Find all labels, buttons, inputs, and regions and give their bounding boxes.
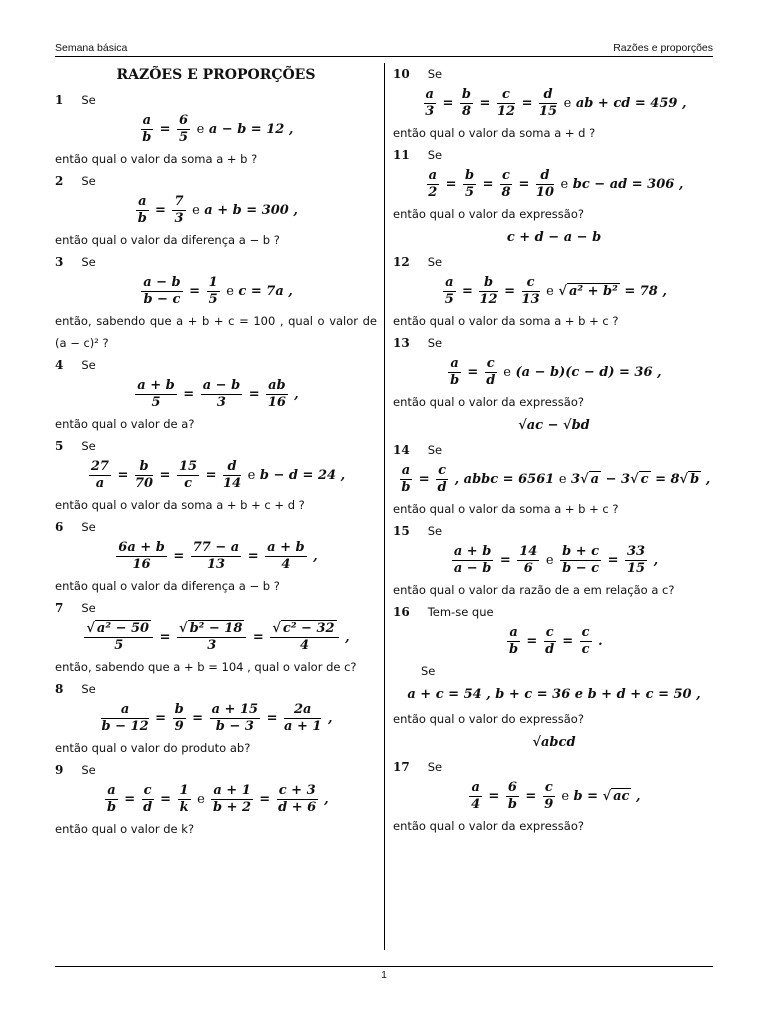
question-text: então qual o valor do produto ab? <box>55 741 251 755</box>
formula: $\frac{\text{√ a² − 50}}{5}$ = $\frac{\text{√ b² − 18}}{3}$ = $\frac{\text{√ c² − 32}}{4}$ , <box>86 621 350 653</box>
formula: $\frac{a - b}{b - c}$ = $\frac{1}{5}$ e c = 7a , <box>143 275 293 307</box>
formula: $\frac{a}{b}$ = $\frac{c}{d}$ e (a − b)(c − d) = 36 , <box>450 356 662 388</box>
question-1 <box>55 89 377 170</box>
formula: $\frac{a}{b}$ = $\frac{7}{3}$ e a + b = 300 , <box>137 194 298 226</box>
question-12 <box>393 251 715 332</box>
question-number: 17 <box>393 760 410 774</box>
question-text: então, sabendo que a + b + c = 100 , qual o valor de (a − c)² ? <box>55 314 377 350</box>
formula: $\frac{a + b}{a - b}$ = $\frac{14}{6}$ e $\frac{b + c}{b - c}$ = $\frac{33}{15}$ , <box>453 544 659 576</box>
question-14 <box>393 439 715 520</box>
question-text: então qual o valor da soma a + b + c ? <box>393 314 619 328</box>
question-number: 15 <box>393 524 410 538</box>
se-label: Se <box>81 174 96 188</box>
question-2 <box>55 170 377 251</box>
question-8 <box>55 678 377 759</box>
left-column <box>55 63 377 840</box>
question-number: 2 <box>55 174 64 188</box>
se-label: Se <box>81 682 96 696</box>
question-number: 3 <box>55 255 64 269</box>
se-label: Se <box>81 358 96 372</box>
question-number: 12 <box>393 255 410 269</box>
question-number: 6 <box>55 520 64 534</box>
se-label: Se <box>427 524 443 538</box>
question-6 <box>55 516 377 597</box>
question-number: 13 <box>393 336 410 350</box>
question-number: 9 <box>55 763 64 777</box>
se-label: Se <box>427 336 443 350</box>
question-number: 10 <box>393 67 410 81</box>
question-text: então qual o valor da soma a + b + c ? <box>393 502 619 516</box>
question-text: então qual o valor da expressão? <box>393 819 584 833</box>
se-label: Se <box>427 443 443 457</box>
question-number: 1 <box>55 93 64 107</box>
tem-se-que-label: Tem-se que <box>427 605 494 619</box>
question-17 <box>393 756 715 837</box>
se-label: Se <box>81 601 96 615</box>
question-number: 4 <box>55 358 64 372</box>
question-text: então qual o valor da expressão? <box>393 395 584 409</box>
question-16 <box>393 601 715 754</box>
header-right: Razões e proporções <box>613 42 713 54</box>
question-5 <box>55 435 377 516</box>
question-text: então qual o valor da diferença a − b ? <box>55 233 280 247</box>
formula: $\frac{a}{3}$ = $\frac{b}{8}$ = $\frac{c}{12}$ = $\frac{d}{15}$ e ab + cd = 459 , <box>425 87 687 119</box>
formula: $\frac{a + b}{5}$ = $\frac{a - b}{3}$ = $\frac{ab}{16}$ , <box>137 378 299 410</box>
question-number: 7 <box>55 601 64 615</box>
question-text: então, sabendo que a + b = 104 , qual o valor de c? <box>55 660 357 674</box>
header-rule <box>55 56 713 57</box>
question-number: 5 <box>55 439 64 453</box>
se-label: Se <box>427 67 443 81</box>
condition: a + c = 54 , b + c = 36 e b + d + c = 50 , <box>407 687 701 702</box>
question-text: então qual o valor do expressão? <box>393 712 584 726</box>
question-text: então qual o valor de a? <box>55 417 195 431</box>
expression: c + d − a − b <box>506 230 602 245</box>
se-label: Se <box>81 520 96 534</box>
question-text: então qual o valor da diferença a − b ? <box>55 579 280 593</box>
question-13 <box>393 332 715 437</box>
formula: $\frac{a}{b}$ = $\frac{6}{5}$ e a − b = 12 , <box>142 113 294 145</box>
question-9 <box>55 759 377 840</box>
column-divider <box>384 63 385 950</box>
formula: $\frac{a}{b}$ = $\frac{c}{d}$ , abbc = 6561 e 3√ a − 3√ c = 8√ b , <box>401 463 711 495</box>
question-number: 16 <box>393 605 410 619</box>
question-3 <box>55 251 377 354</box>
formula: $\frac{a}{b}$ = $\frac{c}{d}$ = $\frac{c}{c}$ . <box>509 625 603 657</box>
formula: $\frac{6a + b}{16}$ = $\frac{77 - a}{13}$ = $\frac{a + b}{4}$ , <box>118 540 318 572</box>
formula: $\frac{a}{b}$ = $\frac{c}{d}$ = $\frac{1}{k}$ e $\frac{a + 1}{b + 2}$ = $\frac{c + 3}{d + 6}$ , <box>106 783 329 815</box>
question-11 <box>393 144 715 249</box>
page-number: 1 <box>381 970 387 981</box>
question-10 <box>393 63 715 144</box>
footer-rule <box>55 966 713 967</box>
question-number: 8 <box>55 682 64 696</box>
question-text: então qual o valor de k? <box>55 822 195 836</box>
formula: $\frac{a}{2}$ = $\frac{b}{5}$ = $\frac{c}{8}$ = $\frac{d}{10}$ e bc − ad = 306 , <box>428 168 684 200</box>
question-text: então qual o valor da razão de a em relação a c? <box>393 583 675 597</box>
se-label: Se <box>427 255 443 269</box>
question-15 <box>393 520 715 601</box>
formula: $\frac{a}{b - 12}$ = $\frac{b}{9}$ = $\frac{a + 15}{b - 3}$ = $\frac{2a}{a + 1}$ , <box>101 702 333 734</box>
question-number: 14 <box>393 443 410 457</box>
question-text: então qual o valor da soma a + d ? <box>393 126 596 140</box>
right-column <box>393 63 715 837</box>
question-text: então qual o valor da soma a + b ? <box>55 152 258 166</box>
se-label: Se <box>427 148 443 162</box>
expression: √ac − √bd <box>518 418 590 433</box>
question-7 <box>55 597 377 678</box>
se-label: Se <box>81 763 96 777</box>
question-text: então qual o valor da expressão? <box>393 207 584 221</box>
se-label: Se <box>81 439 96 453</box>
question-text: então qual o valor da soma a + b + c + d ? <box>55 498 305 512</box>
se-label: Se <box>81 93 96 107</box>
formula: $\frac{27}{a}$ = $\frac{b}{70}$ = $\frac{15}{c}$ = $\frac{d}{14}$ e b − d = 24 , <box>90 459 346 491</box>
header-left: Semana básica <box>55 42 128 54</box>
page-title: RAZÕES E PROPORÇÕES <box>116 67 316 83</box>
formula: $\frac{a}{5}$ = $\frac{b}{12}$ = $\frac{c}{13}$ e √ a² + b² = 78 , <box>444 275 667 307</box>
se-label: Se <box>81 255 96 269</box>
se-label: Se <box>427 760 443 774</box>
se-label: Se <box>421 664 436 678</box>
question-4 <box>55 354 377 435</box>
expression: √abcd <box>532 735 576 750</box>
question-number: 11 <box>393 148 410 162</box>
formula: $\frac{a}{4}$ = $\frac{6}{b}$ = $\frac{c}{9}$ e b = √ ac , <box>471 780 641 812</box>
